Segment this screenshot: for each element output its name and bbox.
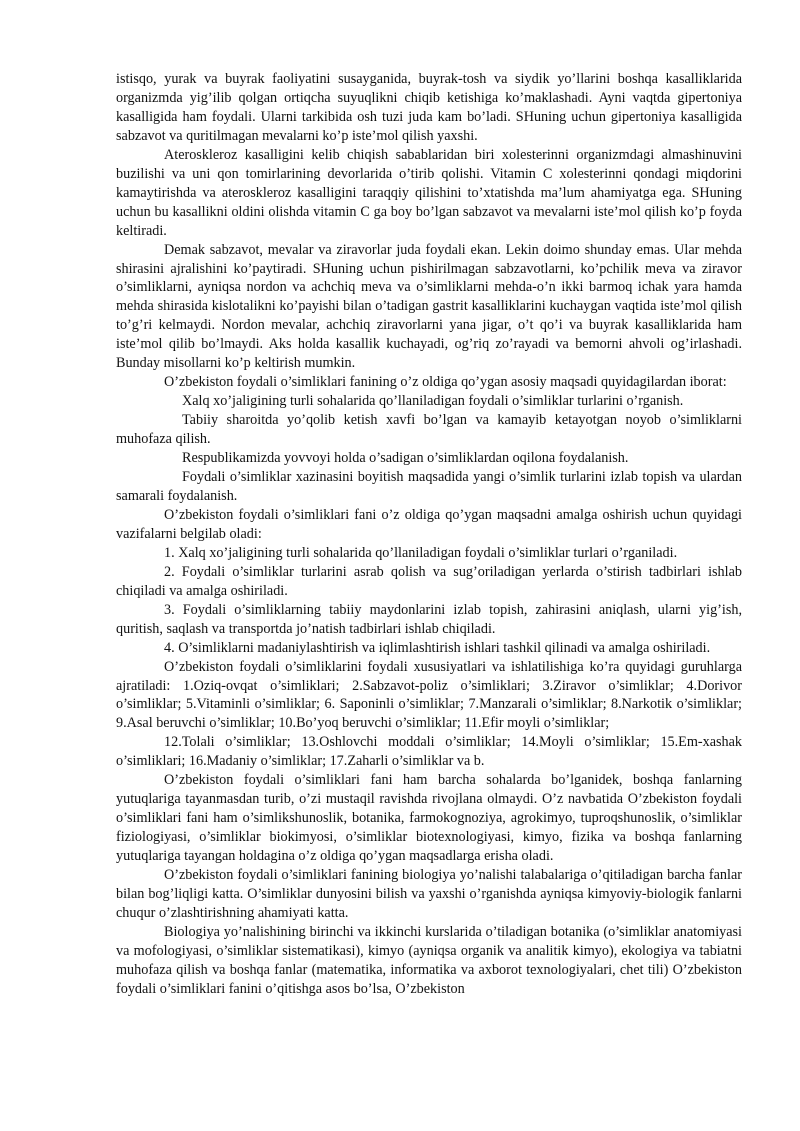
goal-item-use-wild: Respublikamizda yovvoyi holda o’sadigan o’simliklardan oqilona foydalanish. — [182, 450, 629, 467]
paragraph-cautions: Demak sabzavot, mevalar va ziravorlar juda foydali ekan. Lekin doimo shunday emas. Ular mehda shirasini ajralishini ko’paytiradi. SHuning uchun pishirilmagan sabzavotlarni, ko’pchilik meva va ziravor o’simliklarni, ayniqsa nordon va achchiq meva va o’simliklarni mehda-o’n ikki barmoq ichak yara hamda mehda shirasida kislotalikni ko’payishi bilan o’tadigan gastrit kasalliklarini kuchaygan vaqtida iste’mol qilish to’g’ri kelmaydi. Nordon mevalar, achchiq ziravorlarni yana jigar, o’t qo’i va buyrak kasalliklarida ham iste’mol qilib bo’lmaydi. Aks holda kasallik kuchayadi, og’riq zo’rayadi va bemorni ahvoli og’irlashadi. Bunday misollarni ko’p keltirish mumkin. — [116, 241, 742, 372]
paragraph-groups: O’zbekiston foydali o’simliklarini foydali xususiyatlari va ishlatilishiga ko’ra quyidagi guruhlarga ajratiladi: 1.Oziq-ovqat o’simliklari; 2.Sabzavot-poliz o’simliklari; 3.Ziravor o’simliklar; 4.Dorivor o’simliklar; 5.Vitaminli o’simliklar; 6. Saponinli o’simliklar; 7.Manzarali o’simliklar; 8.Narkotik o’simliklar; 9.Asal beruvchi o’simliklar; 10.Bo’yoq beruvchi o’simliklar; 11.Efir moyli o’simliklar; — [116, 658, 742, 732]
task-item-4: 4. O’simliklarni madaniylashtirish va iqlimlashtirish ishlari tashkil qilinadi va amalga oshiriladi. — [164, 639, 711, 656]
paragraph-courses: Biologiya yo’nalishining birinchi va ikkinchi kurslarida o’tiladigan botanika (o’simliklar anatomiyasi va mofologiyasi, o’simliklar sistematikasi), kimyo (ayniqsa organik va analitik kimyo), ekologiya va tabiatni muhofaza qilish va boshqa fanlar (matematika, informatika va axborot texnologiyalari, chet tili) O’zbekiston foydali o’simliklari fanini o’qitishga asos bo’lsa, O’zbekiston — [116, 923, 742, 997]
paragraph-biology-link: O’zbekiston foydali o’simliklari fanining biologiya yo’nalishi talabalariga o’qitiladigan barcha fanlar bilan bog’liqligi katta. O’simliklar dunyosini bilish va yaxshi o’rganishda ayniqsa kimyoviy-biologik fanlarni chuqur o’zlashtirishning ahamiyati katta. — [116, 867, 742, 921]
paragraph-goals-intro: O’zbekiston foydali o’simliklari fanining o’z oldiga qo’ygan asosiy maqsadi quyidagilardan iborat: — [164, 374, 727, 391]
task-item-1: 1. Xalq xo’jaligining turli sohalarida qo’llaniladigan foydali o’simliklar turlari o’rganiladi. — [164, 544, 678, 561]
goal-item-enrich: Foydali o’simliklar xazinasini boyitish maqsadida yangi o’simlik turlarini izlab topish va ulardan samarali foydalanish. — [116, 469, 742, 504]
paragraph-diuretic-effect: istisqo, yurak va buyrak faoliyatini susayganida, buyrak-tosh va siydik yo’llarini boshqa kasalliklarida organizmda yig’ilib qolgan ortiqcha suyuqlikni chiqib ketishiga ko’maklashadi. Ayni vaqtda gipertoniya kasalligida ham foydali. Ularni tarkibida osh tuzi juda kam bo’ladi. SHuning uchun gipertoniya kasalligida sabzavot va quritilmagan mevalarni ko’p iste’mol qilish yaxshi. — [116, 71, 742, 144]
paragraph-related-sciences: O’zbekiston foydali o’simliklari fani ham barcha sohalarda bo’lganidek, boshqa fanlarning yutuqlariga tayanmasdan turib, o’zi mustaqil ravishda rivojlana olmaydi. O’z navbatida O’zbekiston foydali o’simliklari fani ham o’simlikshunoslik, botanika, farmokognoziya, agrokimyo, tuproqshunoslik, o’simliklar fiziologiyasi, o’simliklar biokimyosi, o’simliklar biotexnologiyasi, kimyo, fizika va boshqa fanlarning yutuqlariga tayangan holdagina o’z oldiga qo’ygan maqsadlarga erisha oladi. — [116, 772, 742, 865]
paragraph-atherosclerosis: Ateroskleroz kasalligini kelib chiqish sabablaridan biri xolesterinni organizmdagi almashinuvini buzilishi va uni qon tomirlarining devorlarida o’tirib qolishi. Vitamin C xolesterinni qondagi miqdorini kamaytirishda va ateroskleroz kasalligini taraqqiy qilishini to’xtatishda ma’lum ahamiyatga ega. SHuning uchun bu kasallikni oldini olishda vitamin C ga boy bo’lgan sabzavot va mevalarni iste’mol qilish ko’p foyda keltiradi. — [116, 146, 742, 239]
goal-item-study: Xalq xo’jaligining turli sohalarida qo’llaniladigan foydali o’simliklar turlarini o’rganish. — [182, 393, 684, 410]
paragraph-tasks-intro: O’zbekiston foydali o’simliklari fani o’z oldiga qo’ygan maqsadni amalga oshirish uchun quyidagi vazifalarni belgilab oladi: — [116, 506, 742, 542]
goal-item-protect: Tabiiy sharoitda yo’qolib ketish xavfi bo’lgan va kamayib ketayotgan noyob o’simliklarni muhofaza qilish. — [116, 412, 742, 448]
task-item-3: 3. Foydali o’simliklarning tabiiy maydonlarini izlab topish, zahirasini aniqlash, ularni yig’ish, quritish, saqlash va transportda jo’natish tadbirlari ishlab chiqiladi. — [116, 601, 742, 637]
paragraph-groups-continued: 12.Tolali o’simliklar; 13.Oshlovchi moddali o’simliklar; 14.Moyli o’simliklar; 15.Em-xashak o’simliklari; 16.Madaniy o’simliklar; 17.Zaharli o’simliklar va b. — [116, 734, 742, 770]
task-item-2: 2. Foydali o’simliklar turlarini asrab qolish va sug’oriladigan yerlarda o’stirish tadbirlari ishlab chiqiladi va amalga oshiriladi. — [116, 563, 742, 599]
